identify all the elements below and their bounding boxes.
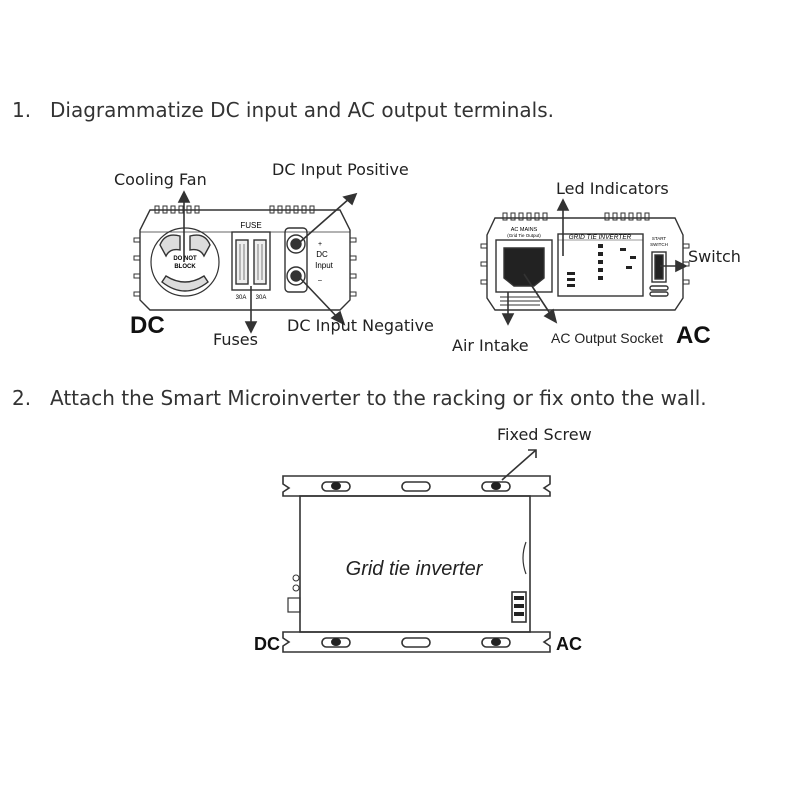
- label-led-indicators: Led Indicators: [556, 179, 669, 198]
- label-mount-dc: DC: [254, 634, 280, 654]
- ac-panel-title: GRID TIE INVERTER: [568, 234, 632, 241]
- label-dc-side: DC: [130, 312, 165, 339]
- label-ac-side: AC: [676, 322, 711, 349]
- step-2-number: 2.: [12, 386, 32, 410]
- label-ac-output-socket: AC Output Socket: [551, 330, 664, 346]
- dc-terminal-input: Input: [315, 261, 333, 270]
- ac-mains-label: AC MAINS: [510, 227, 538, 233]
- label-dc-input-negative: DC Input Negative: [287, 316, 434, 335]
- label-switch: Switch: [688, 247, 741, 266]
- label-air-intake: Air Intake: [452, 336, 529, 355]
- ac-mains-sublabel: (Grid Tie Output): [507, 233, 541, 238]
- dc-terminal-dc: DC: [316, 250, 328, 259]
- start-switch-label-1: START: [651, 236, 667, 241]
- step-1-text: Diagrammatize DC input and AC output terminals.: [50, 98, 554, 122]
- screw-bottom-right: [491, 638, 501, 646]
- fuse-rating-2: 30A: [255, 295, 267, 301]
- step-2-text: Attach the Smart Microinverter to the racking or fix onto the wall.: [50, 386, 707, 410]
- label-fixed-screw: Fixed Screw: [497, 425, 592, 444]
- dc-terminal-minus: –: [318, 277, 322, 284]
- label-dc-input-positive: DC Input Positive: [272, 160, 409, 179]
- fuse-header: FUSE: [240, 221, 262, 230]
- dc-terminal-plus: +: [317, 241, 323, 248]
- step-1-number: 1.: [12, 98, 32, 122]
- fan-warning-line-2: BLOCK: [174, 264, 196, 270]
- screw-top-left: [331, 482, 341, 490]
- start-switch-label-2: SWITCH: [650, 242, 668, 247]
- fuse-rating-1: 30A: [235, 295, 247, 301]
- label-mount-ac: AC: [556, 634, 582, 654]
- inverter-body-label: Grid tie inverter: [345, 558, 483, 580]
- screw-top-right: [491, 482, 501, 490]
- label-fuses: Fuses: [213, 330, 258, 349]
- label-cooling-fan: Cooling Fan: [114, 170, 207, 189]
- screw-bottom-left: [331, 638, 341, 646]
- fan-warning-line-1: DO NOT: [173, 256, 197, 262]
